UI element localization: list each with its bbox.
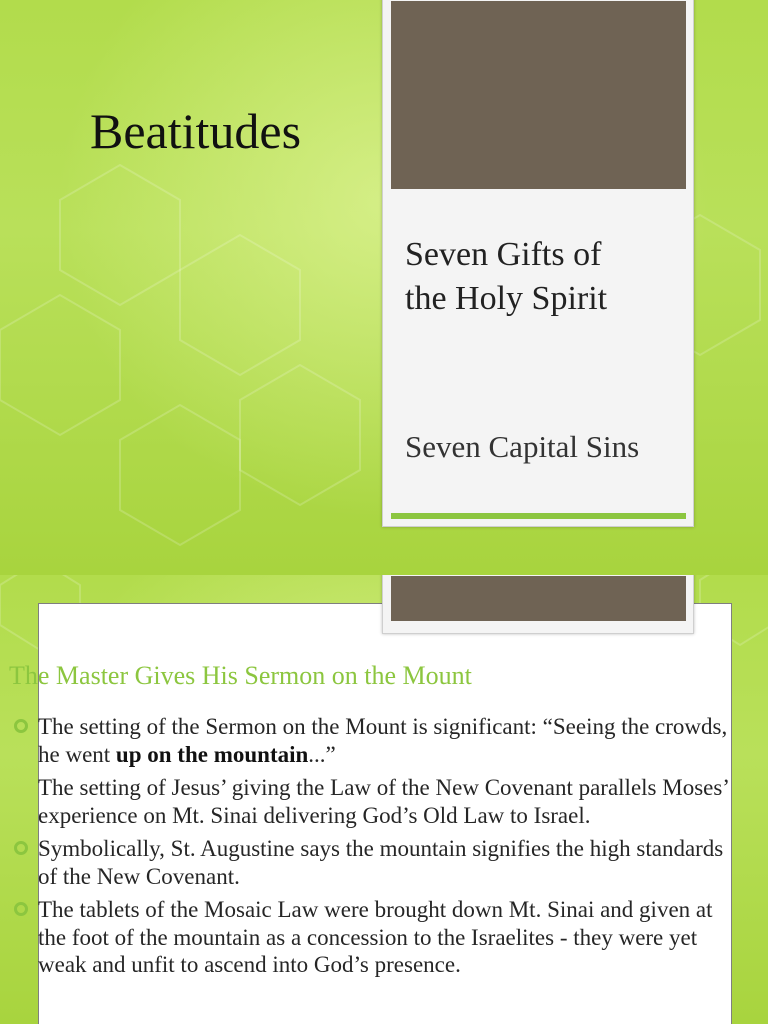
bullet-text-end: ...” xyxy=(308,741,336,767)
bullet-text: The setting of the Sermon on the Mount is significant: “Seeing the crowds, he went xyxy=(38,714,728,767)
bullet-text: The tablets of the Mosaic Law were brought down Mt. Sinai and given at the foot of the mountain as a concession to the Israelites - they were yet weak and unfit to ascend into God’s presence. xyxy=(38,897,713,977)
bullet-item xyxy=(0,713,740,768)
bullet-item xyxy=(0,835,740,890)
title-side-panel xyxy=(382,0,694,527)
bullet-text: Symbolically, St. Augustine says the mountain signifies the high standards of the New Covenant. xyxy=(38,836,724,889)
slide-heading: The Master Gives His Sermon on the Mount xyxy=(9,661,472,690)
subtitle-line-capital-sins: Seven Capital Sins xyxy=(405,429,640,464)
bullet-circle-icon xyxy=(14,719,28,733)
panel-header-block xyxy=(391,576,686,621)
panel-header-block xyxy=(391,1,686,189)
paragraph-item: The setting of Jesus’ giving the Law of the New Covenant parallels Moses’ experience on Mt. Sinai delivering God’s Old Law to Israel. xyxy=(38,775,729,828)
panel-accent-rule xyxy=(391,513,686,519)
bullet-emphasis: up on the mountain xyxy=(115,741,309,767)
bullet-item xyxy=(0,896,740,979)
subtitle-line-holy-spirit: the Holy Spirit xyxy=(405,280,608,317)
bullet-list xyxy=(0,713,740,979)
content-slide xyxy=(0,575,768,1024)
slide-title: Beatitudes xyxy=(90,103,302,159)
bullet-circle-icon xyxy=(14,902,28,916)
subtitle-line-gifts: Seven Gifts of xyxy=(405,236,602,273)
bullet-circle-icon xyxy=(14,841,28,855)
content-side-panel xyxy=(382,575,694,634)
